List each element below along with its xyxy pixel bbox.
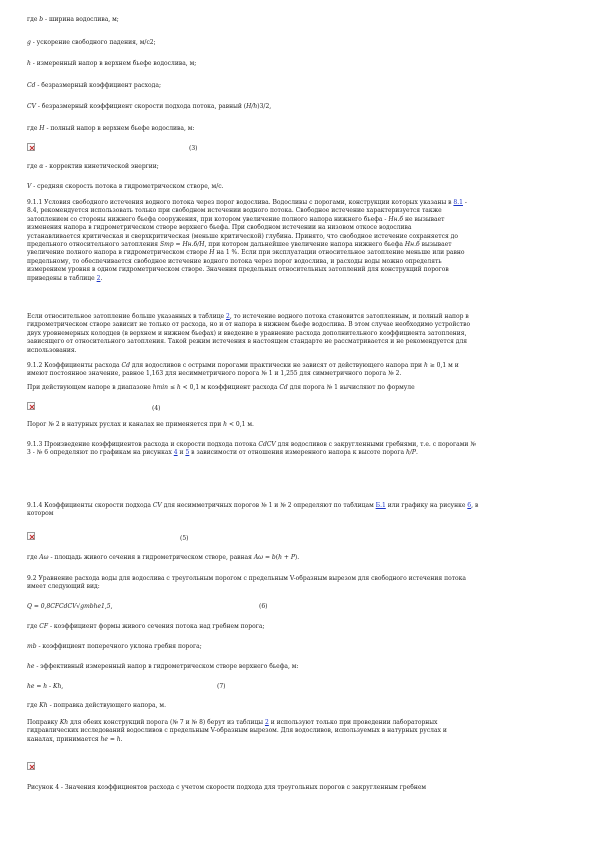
symbol: h/P	[406, 449, 416, 457]
text: 9.1.3 Произведение коэффициентов расхода и скорости подхода потока	[27, 441, 259, 448]
link-table-2[interactable]: 2	[264, 719, 269, 726]
equation-number: (7)	[217, 683, 226, 690]
text: 9.1.4 Коэффициенты скорости подхода	[27, 502, 153, 509]
definition-kh	[27, 702, 567, 710]
text: ).	[294, 554, 300, 561]
text: имеет следующий вид:	[27, 583, 100, 591]
text: - ускорение свободного падения, м/с2;	[30, 39, 156, 46]
text: =	[173, 241, 183, 249]
symbol: Cd	[121, 362, 130, 369]
text: +	[281, 554, 291, 561]
definition-cf	[27, 623, 567, 631]
text: Поправку	[27, 719, 60, 726]
text: гидравлических исследований водосливов с предельным V-образным вырезом. Для водосливов, используемых в натурных руслах и	[27, 727, 447, 735]
text: изменения напора в гидрометрическом створе верхнего бьефа. При свободном истечении на низовом откосе водослива	[27, 224, 412, 232]
text: 3 - № 6 определяют по графикам на рисунках	[27, 449, 174, 457]
text: , то истечение водного потока становится затопленным, и полный напор в	[229, 313, 469, 320]
text: - эффективный измеренный напор в гидрометрическом створе верхнего бьефа, м:	[34, 663, 299, 670]
text: предельному, то обеспечивается свободное истечение водного потока через порог водослива, и расходы воды можно определять	[27, 257, 442, 265]
text: устанавливается критическая и сверхкритическая (меньше критической) глубина. Принято, что свободное истечение сохраняется до	[27, 232, 458, 240]
text: предельного относительного затопления	[27, 241, 160, 249]
symbol: b	[39, 16, 44, 23]
equation-6	[27, 603, 567, 611]
text: гидрометрическом створе зависит не только от расхода, но и от напора в нижнем бьефе водослива. В этом случае необходимо устройство	[27, 321, 471, 329]
text: При действующем напоре в диапазоне	[27, 384, 153, 391]
symbol: g	[27, 39, 31, 46]
symbol: he	[100, 735, 108, 743]
figure-4-image	[27, 762, 567, 774]
text: Если относительное затопление больше указанных в таблице	[27, 313, 227, 320]
text: 9.2 Уравнение расхода воды для водослива с треугольным порогом с предельным V-образным вырезом для свободного истечения потока	[27, 575, 466, 582]
definition-v	[27, 183, 567, 191]
text: .	[120, 735, 123, 743]
symbol: h	[27, 60, 31, 67]
symbol: Hн.б/H	[182, 241, 205, 249]
text: не вызывает	[403, 215, 445, 223]
symbol: α	[39, 163, 44, 170]
text: увеличение полного напора в гидрометрическом створе	[27, 249, 210, 257]
text: ≤	[168, 384, 177, 391]
text: -	[462, 199, 467, 206]
text: =	[263, 554, 272, 561]
text: < 0,1 м.	[227, 421, 254, 428]
broken-image-icon	[27, 402, 35, 410]
symbol: V	[27, 183, 32, 190]
text: для обеих конструкций порога (№ 7 и № 8) берут из таблицы	[68, 719, 265, 726]
text: 9.1.2 Коэффициенты расхода	[27, 362, 122, 369]
definition-h	[27, 60, 567, 68]
link-figure-4[interactable]: 4	[173, 449, 178, 457]
text: измерением уровня в одном гидрометрическом створе. Значения предельных относительных затоплений для конструкций порогов	[27, 266, 449, 274]
symbol: Hн.б	[404, 241, 420, 249]
symbol: mb	[27, 643, 37, 650]
text: - коэффициент поперечного уклона гребня порога;	[36, 643, 202, 650]
symbol: CV	[152, 502, 162, 509]
text: - средняя скорость потока в гидрометрическом створе, м/с.	[31, 183, 224, 190]
equation-7	[27, 683, 567, 691]
definition-full-head	[27, 125, 567, 133]
equation-4	[27, 402, 567, 414]
text: - безразмерный коэффициент расхода;	[35, 82, 161, 89]
equation-number: (5)	[180, 535, 189, 542]
broken-image-icon	[27, 143, 35, 151]
symbol: Kh	[39, 702, 48, 709]
symbol: h	[116, 735, 121, 743]
text: - площадь живого сечения в гидрометрическом створе, равная	[48, 554, 254, 561]
text: для несимметричных порогов № 1 и № 2 определяют по таблицам	[161, 502, 376, 509]
paragraph-threshold-2	[27, 421, 567, 429]
symbol: h	[278, 554, 282, 561]
link-table-2[interactable]: 2	[226, 313, 230, 320]
text: вызывает	[419, 241, 452, 249]
symbol: Cd	[279, 384, 288, 391]
text: затоплением со стороны нижнего бьефа сооружения, при котором увеличение полного напора нижнего бьефа -	[27, 215, 389, 223]
symbol: Aω	[253, 554, 264, 561]
link-table-b1[interactable]: Б.1	[375, 502, 386, 509]
paragraph-9-1-4	[27, 502, 567, 519]
symbol: Hн.б	[388, 215, 404, 223]
symbol: b	[271, 554, 276, 561]
symbol: Smp	[159, 241, 174, 249]
text: двух уровнемерных колодцев (в верхнем и нижнем бьефах) и введение в уравнение расхода дополнительного коэффициента затопления,	[27, 329, 467, 337]
broken-image-icon	[27, 762, 35, 770]
symbol: h	[176, 384, 181, 391]
equation-number: (4)	[152, 405, 161, 412]
text: ≥ 0,1 м и	[427, 362, 459, 369]
broken-image-icon	[27, 532, 35, 540]
symbol: CdCV	[258, 441, 276, 448]
text: , при котором дальнейшее увеличение напора нижнего бьефа	[204, 241, 405, 249]
definition-mb	[27, 643, 567, 651]
definition-alpha	[27, 163, 567, 171]
text: использования.	[27, 346, 77, 354]
text: 9.1.1 Условия свободного истечения водного потока через порог водослива. Водосливы с порогами, конструкции которых указаны в	[27, 199, 454, 206]
text: - полный напор в верхнем бьефе водослива, м:	[44, 125, 195, 132]
link-figure-5[interactable]: 5	[185, 449, 190, 457]
text: каналах, принимается	[27, 735, 101, 743]
symbol: P	[290, 554, 295, 561]
text: - безразмерный коэффициент скорости подхода потока, равный (	[35, 103, 247, 110]
text: .	[100, 274, 103, 282]
equation-5	[27, 532, 567, 544]
text: где	[27, 125, 40, 132]
definition-cd	[27, 82, 567, 90]
definition-b	[27, 16, 567, 24]
link-table-2[interactable]: 2	[96, 274, 101, 282]
definition-area	[27, 554, 567, 562]
text: для водосливов с закругленными гребнями, т.е. с порогами №	[275, 441, 476, 448]
definition-he	[27, 663, 567, 671]
text: , в	[471, 502, 479, 509]
text: .	[415, 449, 418, 457]
text: котором	[27, 510, 54, 518]
equation-3	[27, 143, 567, 155]
text: где	[27, 16, 40, 23]
text: зависящего от относительного затопления. Такой режим истечения в настоящем стандарте не рассматривается и не рекомендуется для	[27, 338, 468, 346]
definition-g	[27, 39, 567, 47]
paragraph-submerged-flow	[27, 313, 567, 355]
paragraph-correction	[27, 719, 567, 744]
symbol: h	[423, 362, 428, 369]
text: - измеренный напор в верхнем бьефе водослива, м;	[30, 60, 197, 67]
text: для порога № 1 вычисляют по формуле	[287, 384, 415, 391]
text: в зависимости от отношения измеренного напора к высоте порога	[189, 449, 407, 457]
text: где	[27, 163, 40, 170]
text: для водосливов с острыми порогами практически не зависят от действующего напора при	[129, 362, 424, 369]
text: и	[177, 449, 186, 457]
paragraph-9-1-1	[27, 199, 567, 283]
formula: he = h - Kh,	[27, 683, 64, 690]
symbol: H/h	[246, 103, 258, 110]
symbol: Cd	[27, 82, 36, 89]
equation-number: (3)	[189, 145, 198, 152]
text: на 1 %. Если при эксплуатации относительное затопление меньше или равно	[214, 249, 465, 257]
text: где	[27, 554, 40, 561]
text: - корректив кинетической энергии;	[43, 163, 159, 170]
symbol: H	[39, 125, 45, 132]
text: где	[27, 702, 40, 709]
link-8-1[interactable]: 8.1	[453, 199, 463, 206]
text: Порог № 2 в натурных руслах и каналах не применяется при	[27, 421, 224, 428]
text: или графику на рисунке	[385, 502, 468, 509]
paragraph-9-1-3	[27, 441, 567, 458]
text: - ширина водослива, м;	[43, 16, 119, 23]
text: 8.4, рекомендуется использовать только при свободном истечении водного потока. Свободное истечение характеризуется также	[27, 207, 442, 215]
symbol: hmin	[152, 384, 169, 391]
symbol: CF	[39, 623, 49, 630]
text: - поправка действующего напора, м.	[47, 702, 166, 709]
paragraph-9-2	[27, 575, 567, 592]
symbol: CV	[27, 103, 36, 110]
definition-cv	[27, 103, 567, 111]
text: - коэффициент формы живого сечения потока над гребнем порога;	[48, 623, 265, 630]
paragraph-9-1-2	[27, 362, 567, 379]
text: )3/2,	[257, 103, 272, 110]
link-figure-6[interactable]: 6	[467, 502, 472, 509]
text: имеют постоянное значение, равное 1,163 для несимметричного порога № 1 и 1,255 для симметричного порога № 2.	[27, 370, 402, 378]
text: приведены в таблице	[27, 274, 97, 282]
figure-4-caption	[27, 784, 567, 792]
paragraph-head-range	[27, 384, 567, 392]
formula: Q = 0,8CFCdCV√gmbhe1,5,	[27, 603, 113, 610]
symbol: Kh	[59, 719, 69, 726]
text: где	[27, 623, 40, 630]
text: =	[107, 735, 117, 743]
text: (	[275, 554, 279, 561]
symbol: Aω	[39, 554, 49, 561]
text: Рисунок 4 - Значения коэффициентов расхода с учетом скорости подхода для треугольных порогов с закругленным гребнем	[27, 784, 427, 791]
symbol: h	[223, 421, 228, 428]
text: < 0,1 м коэффициент расхода	[180, 384, 280, 391]
symbol: he	[27, 663, 35, 670]
symbol: H	[209, 249, 215, 257]
text: и используют только при проведении лабораторных	[268, 719, 438, 726]
equation-number: (6)	[259, 603, 268, 610]
